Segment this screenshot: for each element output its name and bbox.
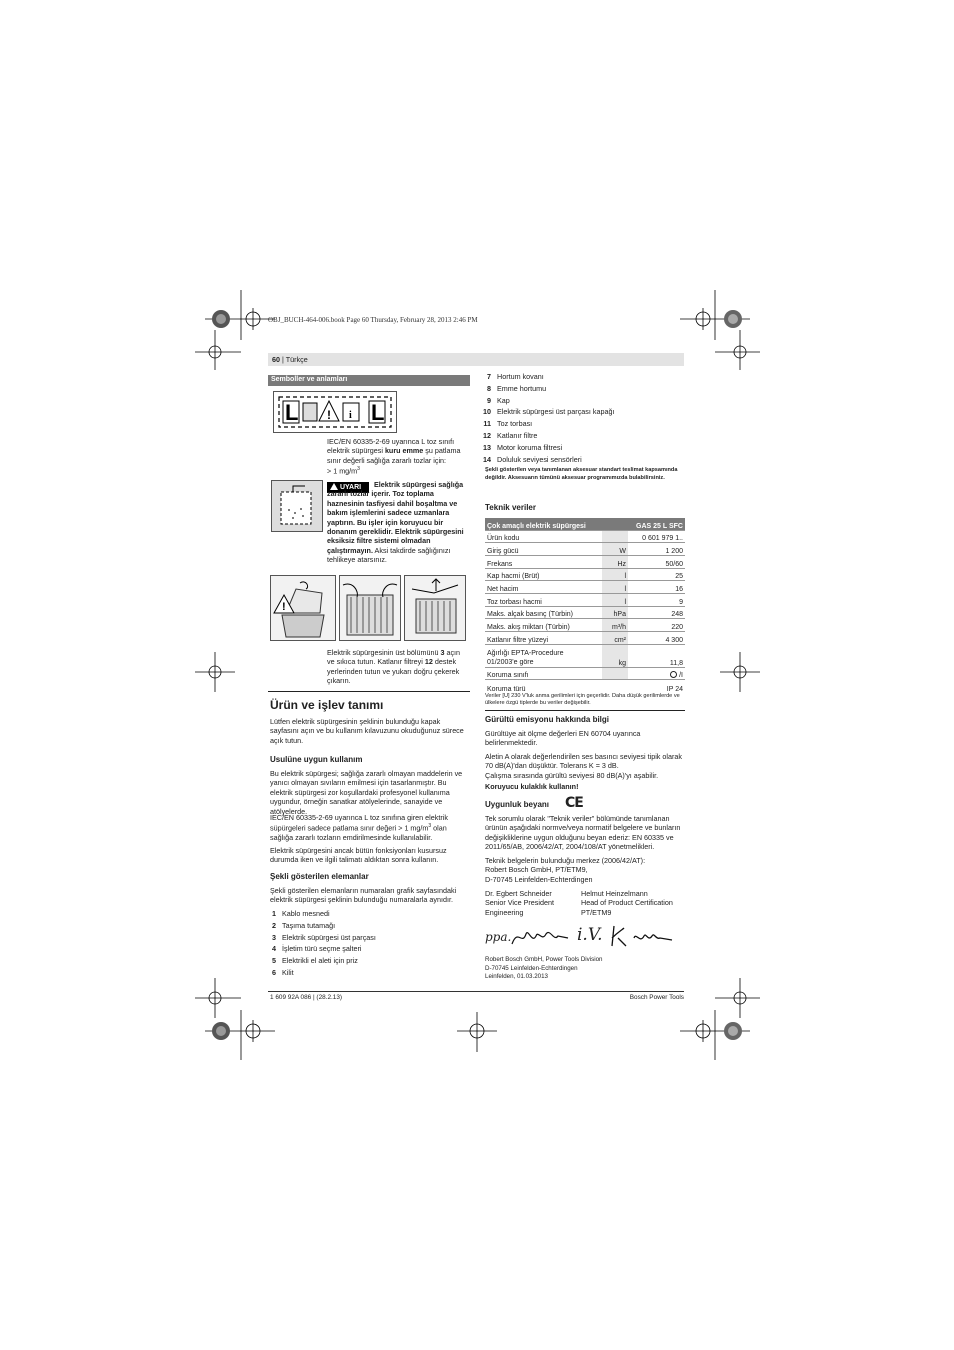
signatory-1-title2: Engineering xyxy=(485,907,524,917)
class-l-text-sup: 3 xyxy=(357,466,360,473)
table-row xyxy=(485,568,685,581)
row-value: 9 xyxy=(628,593,685,606)
conformity-title: Uygunluk beyanı xyxy=(485,800,550,809)
class-l-text-bold: kuru emme xyxy=(384,446,424,456)
product-intro: Lütfen elektrik süpürgesinin şeklinin bulunduğu kapak sayfasını açın ve bu kullanım kılavuzunu okuduğunuz sürece açık tutun. xyxy=(270,717,464,745)
signatory-2 xyxy=(581,889,691,917)
item-text: Elektrikli el aleti için priz xyxy=(282,956,358,966)
svg-text:L: L xyxy=(371,400,385,425)
table-header-row xyxy=(485,518,685,530)
item-number: 9 xyxy=(487,395,491,405)
company-address xyxy=(485,956,685,982)
svg-text:!: ! xyxy=(327,408,331,422)
table-head-label: Çok amaçlı elektrik süpürgesi xyxy=(485,518,628,530)
components-intro: Şekli gösterilen elemanların numaraları grafik sayfasındaki elektrik süpürgesi şeklinin bulunduğu numaralarla aynıdır. xyxy=(270,886,457,905)
item-number: 14 xyxy=(483,454,491,464)
figure-filter-grip xyxy=(339,575,401,641)
list-item xyxy=(477,383,685,395)
usage-p2-sup: 3 xyxy=(428,823,432,830)
symbols-title: Semboller ve anlamları xyxy=(268,375,470,386)
row-label: Net hacim xyxy=(485,581,602,594)
warning-text-normal: Aksi takdirde sağlığınızı tehlikeye atarsınız. xyxy=(327,545,451,565)
signatory-1-name: Dr. Egbert Schneider xyxy=(485,889,552,898)
svg-text:!: ! xyxy=(282,601,286,613)
item-text: Taşıma tutamağı xyxy=(282,920,336,930)
row-label: Frekans xyxy=(485,555,602,568)
svg-text:i: i xyxy=(349,410,352,421)
item-number: 7 xyxy=(487,372,491,381)
noise-warning: Koruyucu kulaklık kullanın! xyxy=(485,782,579,791)
row-value: 4 300 xyxy=(628,632,685,645)
row-value: 0 601 979 1.. xyxy=(628,530,685,543)
item-text: Elektrik süpürgesi üst parçası xyxy=(282,932,376,942)
conformity-p2b: Robert Bosch GmbH, PT/ETM9, xyxy=(485,865,588,875)
item-number: 6 xyxy=(272,967,276,977)
class-l-text-part2: şu patlama sınır değerli sağlığa zararlı tozlar için: xyxy=(327,446,461,465)
item-number: 11 xyxy=(483,419,491,429)
row-value xyxy=(628,667,685,680)
figure-lid-open xyxy=(270,575,336,641)
class-l-text-part3: > 1 mg/m xyxy=(327,466,358,476)
item-text: Kablo mesnedi xyxy=(282,909,330,918)
class-l-text xyxy=(327,437,469,476)
table-row xyxy=(485,644,685,667)
dust-bin-icon xyxy=(271,480,323,532)
table-row xyxy=(485,680,685,693)
conformity-paragraph-2 xyxy=(485,856,685,884)
usage-p2-part2: olan sağlığa zararlı tozların emdirilmesinde kullanılabilir. xyxy=(270,823,447,843)
item-number: 3 xyxy=(272,932,276,942)
table-note: Veriler [U] 230 V'luk anma gerilimleri için geçerlidir. Daha düşük gerilimlerde ve ülkelere özgü tiplerde bu veriler değişebilir. xyxy=(485,693,685,711)
row-unit: hPa xyxy=(602,606,628,619)
list-item xyxy=(262,920,462,932)
page-section: Türkçe xyxy=(285,355,308,364)
row-label: Koruma türü xyxy=(487,685,526,693)
usage-paragraph-3: Elektrik süpürgesini ancak bütün fonksiyonları kusursuz durumda iken ve ilgili talimatı aldıktan sonra kullanın. xyxy=(270,846,447,865)
item-number: 5 xyxy=(272,956,276,966)
list-item xyxy=(262,955,462,967)
noise-p2-part1: Aletin A olarak değerlendirilen ses basıncı seviyesi tipik olarak 70 dB(A)'dan düşüktür. Tolerans K = 3 dB. xyxy=(485,752,682,771)
row-value: 25 xyxy=(628,568,685,581)
class-l-text-part1: IEC/EN 60335-2-69 uyarınca L toz sınıfı elektrik süpürgesi xyxy=(327,437,455,456)
item-number: 10 xyxy=(483,407,491,417)
row-value: 11,8 xyxy=(628,644,685,667)
row-label: Katlanır filtre yüzeyi xyxy=(485,632,602,645)
usage-title: Usulüne uygun kullanım xyxy=(270,755,363,764)
item-text: Motor koruma filtresi xyxy=(497,442,563,452)
item-number: 1 xyxy=(272,909,276,918)
row-label: Ürün kodu xyxy=(485,530,602,543)
row-value: 248 xyxy=(628,606,685,619)
row-value: IP 24 xyxy=(666,685,683,693)
item-text: Elektrik süpürgesi üst parçası kapağı xyxy=(497,407,615,417)
signature-2 xyxy=(608,922,674,950)
row-value: 1 200 xyxy=(628,543,685,556)
company-line-2: D-70745 Leinfelden-Echterdingen xyxy=(485,964,578,972)
noise-p2-part2: Çalışma sırasında gürültü seviyesi 80 dB(A)'yı aşabilir. xyxy=(485,770,659,780)
filter-text-part1: Elektrik süpürgesinin üst bölümünü xyxy=(327,648,441,657)
tech-table xyxy=(485,518,685,711)
table-row xyxy=(485,581,685,594)
signatory-2-name: Helmut Heinzelmann xyxy=(581,889,648,898)
table-row xyxy=(485,530,685,543)
item-number: 8 xyxy=(487,383,491,393)
filter-instruction xyxy=(327,648,469,686)
signatory-2-title2: PT/ETM9 xyxy=(581,907,612,917)
item-number: 2 xyxy=(272,920,276,930)
signature-ppa: ppa. xyxy=(485,930,512,944)
table-row xyxy=(485,555,685,568)
list-item xyxy=(262,967,462,979)
noise-paragraph-2 xyxy=(485,752,685,780)
list-item xyxy=(262,932,462,944)
item-number: 13 xyxy=(483,442,491,452)
table-row xyxy=(485,593,685,606)
row-unit xyxy=(602,680,628,693)
noise-title: Gürültü emisyonu hakkında bilgi xyxy=(485,715,610,724)
row-unit: l xyxy=(602,568,628,581)
row-unit: cm² xyxy=(602,632,628,645)
list-item xyxy=(477,454,685,466)
list-item xyxy=(477,395,685,407)
row-unit xyxy=(602,667,628,680)
row-label: Maks. alçak basınç (Türbin) xyxy=(485,606,602,619)
conformity-p2a: Teknik belgelerin bulunduğu merkez (2006/42/AT): xyxy=(485,856,646,865)
row-label: Giriş gücü xyxy=(485,543,602,556)
row-unit: m³/h xyxy=(602,619,628,632)
signatory-1-title1: Senior Vice President xyxy=(485,898,554,908)
protection-class-icon xyxy=(670,671,677,678)
footer-left: 1 609 92A 086 | (28.2.13) xyxy=(270,994,343,1001)
row-unit: W xyxy=(602,543,628,556)
filter-text-num2: 12 xyxy=(424,657,433,667)
noise-paragraph-1: Gürültüye ait ölçme değerleri EN 60704 uyarınca belirlenmektedir. xyxy=(485,729,641,748)
page-header xyxy=(268,353,684,366)
table-row xyxy=(485,632,685,645)
warning-text-bold: Elektrik süpürgesi sağlığa zararlı tozlar içerir. Toz toplama haznesinin tasfiyesi dahil boşaltma ve bakım işlemlerini sadece uzmanlara yaptırın. Bu işler için koruyucu bir donanım gereklidir. Elektrik süpürgesini eksiksiz filtre sistemi olmadan çalıştırmayın. xyxy=(327,480,464,555)
list-item xyxy=(262,943,462,955)
table-row xyxy=(485,543,685,556)
row-label: Kap hacmi (Brüt) xyxy=(485,568,602,581)
item-text: Kilit xyxy=(282,967,294,977)
row-unit: kg xyxy=(602,644,628,667)
tech-title: Teknik veriler xyxy=(485,503,536,512)
signature-iv: i.V. xyxy=(577,925,603,945)
components-title: Şekli gösterilen elemanlar xyxy=(270,872,369,881)
class-l-symbols xyxy=(273,391,397,433)
list-item xyxy=(262,908,462,920)
company-line-3: Leinfelden, 01.03.2013 xyxy=(485,973,548,981)
protection-class-value: /I xyxy=(679,672,683,680)
row-label: Maks. akış miktarı (Türbin) xyxy=(485,619,602,632)
filter-text-num1: 3 xyxy=(440,648,445,657)
usage-p2-part1: IEC/EN 60335-2-69 uyarınca L toz sınıfına giren elektrik süpürgeleri sadece patlama sınır değeri > 1 mg/m xyxy=(270,813,448,833)
section-divider xyxy=(268,691,470,692)
ce-mark-icon: CE xyxy=(565,795,583,811)
list-item xyxy=(477,442,685,454)
row-value: 220 xyxy=(628,619,685,632)
row-label: Koruma sınıfı xyxy=(485,667,602,680)
row-value: 16 xyxy=(628,581,685,594)
list-item xyxy=(477,430,685,442)
item-number: 4 xyxy=(272,944,276,954)
components-list-left xyxy=(262,908,462,979)
filter-text-part2: açın ve sıkıca tutun. Katlanır filtreyi xyxy=(327,648,461,667)
item-text: Kap xyxy=(497,395,510,405)
warning-text xyxy=(327,480,469,565)
item-text: Hortum kovanı xyxy=(497,372,544,381)
row-unit: Hz xyxy=(602,555,628,568)
table-head-model: GAS 25 L SFC xyxy=(628,518,685,530)
item-text: Katlanır filtre xyxy=(497,430,538,440)
row-unit: l xyxy=(602,593,628,606)
row-unit xyxy=(602,530,628,543)
row-label xyxy=(485,644,602,667)
conformity-p2c: D-70745 Leinfelden-Echterdingen xyxy=(485,874,593,884)
accessory-note: Şekli gösterilen veya tanımlanan aksesuar standart teslimat kapsamında değildir. Aksesuarın tümünü aksesuar programımızda bulabilirsiniz. xyxy=(485,467,678,481)
item-text: Toz torbası xyxy=(497,419,533,429)
list-item xyxy=(477,371,685,383)
footer-rule xyxy=(268,991,684,992)
page-header-label: 60 | Türkçe xyxy=(272,355,308,364)
item-number: 12 xyxy=(483,430,491,440)
weight-label-2: 01/2003'e göre xyxy=(487,658,534,666)
warning-label: UYARI xyxy=(339,484,362,491)
table-row xyxy=(485,606,685,619)
figure-filter-remove xyxy=(404,575,466,641)
product-title: Ürün ve işlev tanımı xyxy=(270,698,384,712)
svg-text:L: L xyxy=(285,400,299,425)
list-item xyxy=(477,418,685,430)
filter-text-part3: destek yerlerinden tutun ve yukarı doğru çekerek çıkarın. xyxy=(327,657,460,686)
page-number: 60 xyxy=(272,355,280,364)
usage-paragraph-2 xyxy=(270,813,470,843)
print-header: OBJ_BUCH-464-006.book Page 60 Thursday, February 28, 2013 2:46 PM xyxy=(268,316,478,324)
footer-right: Bosch Power Tools xyxy=(629,994,684,1001)
row-unit: l xyxy=(602,581,628,594)
row-value: 50/60 xyxy=(628,555,685,568)
item-text: Emme hortumu xyxy=(497,383,547,393)
conformity-paragraph-1: Tek sorumlu olarak "Teknik veriler" bölümünde tanımlanan ürünün aşağıdaki normve/veya normatif belgelere ve bunların değişikliklerine uygun olduğunu beyan ederiz: EN 60335 ve 2011/65/AB, 2006/42/AT, 2004/108/AT yönetmelikleri. xyxy=(485,814,681,852)
weight-label-1: Ağırlığı EPTA-Procedure xyxy=(487,649,564,657)
usage-paragraph-1: Bu elektrik süpürgesi; sağlığa zararlı olmayan maddelerin ve yanıcı olmayan sıvıların emilmesi için tasarlanmıştır. Bu elektrik süpürgesi zor koşullardaki profesyonel kullanıma uygundur, örneğin sanatkar atölyelerinde, sanayide ve atölyelerde. xyxy=(270,769,463,816)
company-line-1: Robert Bosch GmbH, Power Tools Division xyxy=(485,956,603,963)
row-label: Toz torbası hacmi xyxy=(485,593,602,606)
signatory-1 xyxy=(485,889,580,917)
components-list-right xyxy=(477,371,685,465)
signatory-2-title1: Head of Product Certification xyxy=(581,898,673,908)
signature-1 xyxy=(510,924,570,950)
item-text: Doluluk seviyesi sensörleri xyxy=(497,454,582,464)
table-row xyxy=(485,619,685,632)
table-row xyxy=(485,667,685,680)
item-text: İşletim türü seçme şalteri xyxy=(282,944,362,954)
list-item xyxy=(477,406,685,418)
